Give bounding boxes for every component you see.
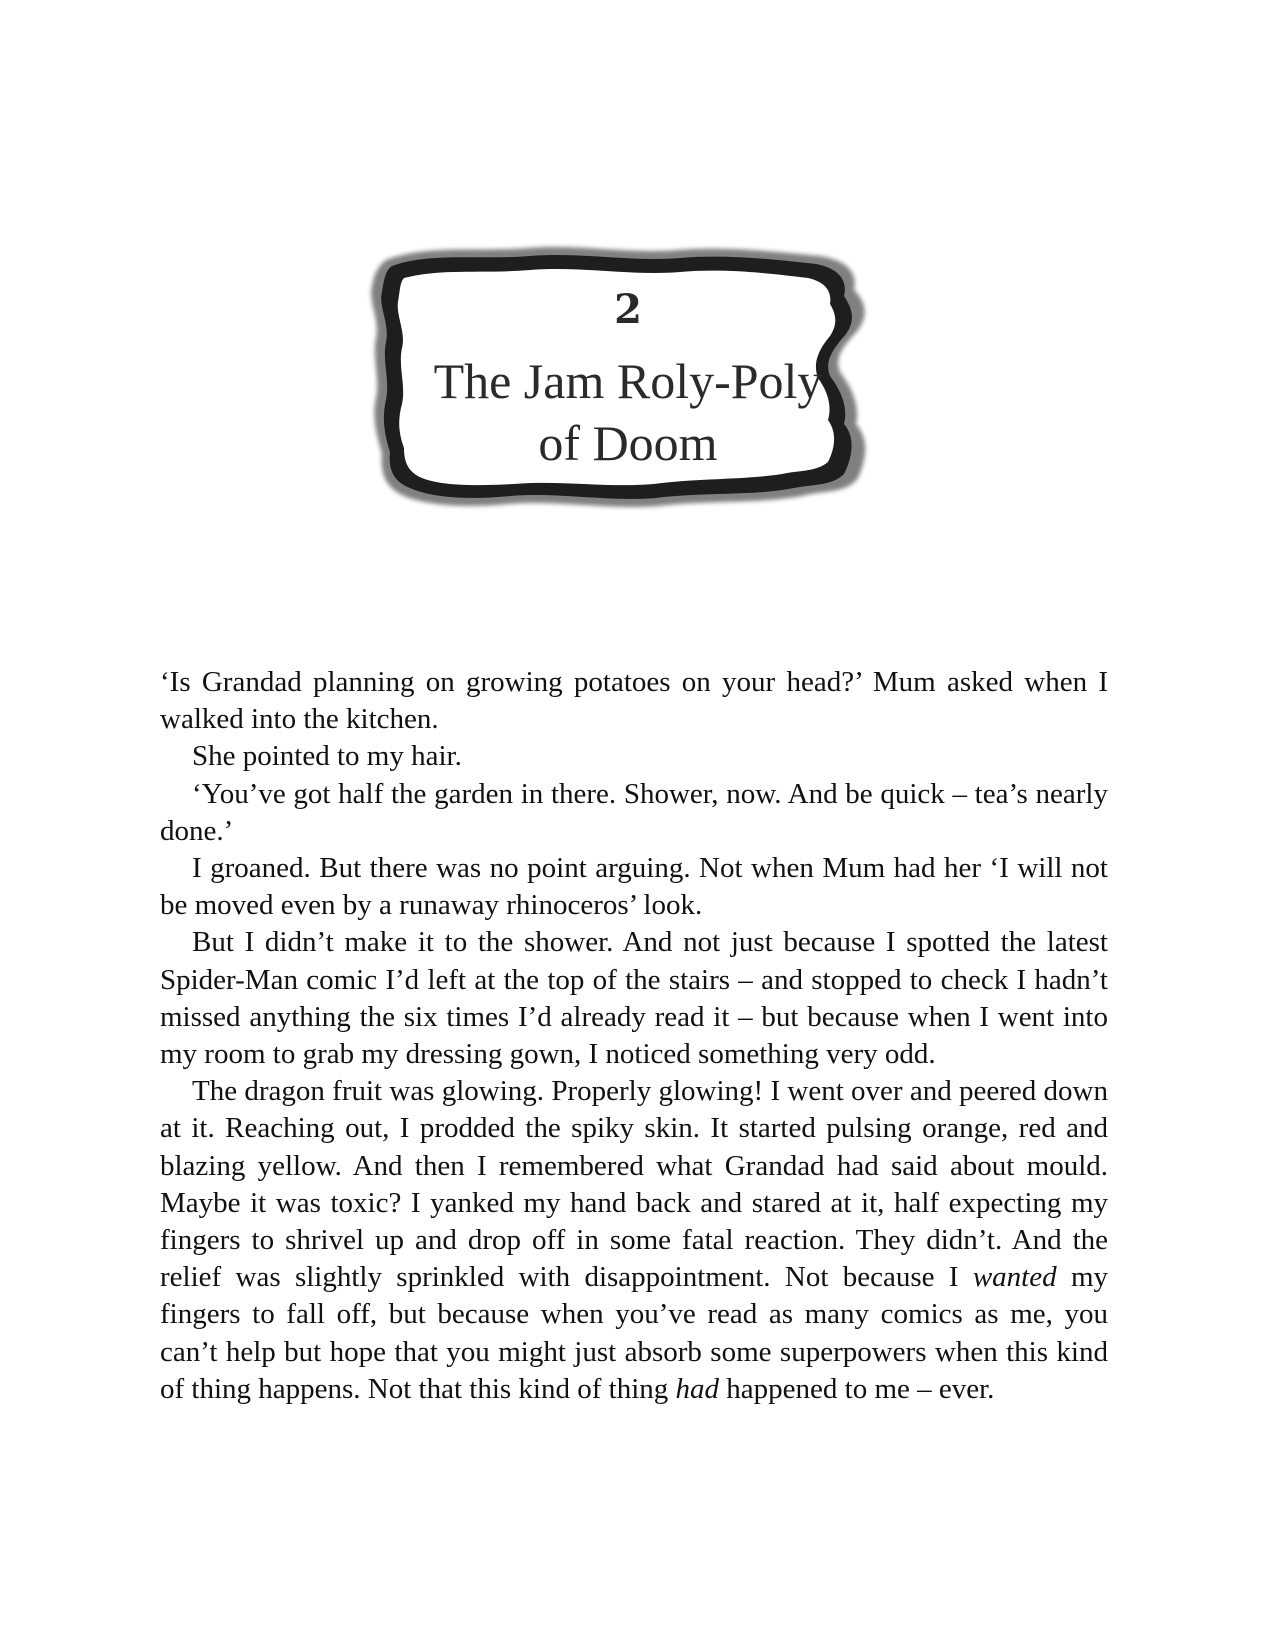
paragraph-2: She pointed to my hair. (192, 740, 462, 773)
chapter-title-line-2: of Doom (538, 415, 718, 471)
paragraph-6-emphasis-wanted: wanted (972, 1261, 1057, 1294)
chapter-number: 2 (614, 286, 642, 333)
paragraph-6 (160, 1073, 1108, 1408)
paragraph-1: ‘Is Grandad planning on growing potatoes on your head?’ Mum asked when I walked into the kitchen. (160, 666, 1108, 736)
paragraph-6-part-2: my fingers to fall off, but because when you’ve read as many comics as me, you can’t help but hope that you might just absorb some superpowers when this kind of thing happens. Not that this kind of thing (160, 1261, 1109, 1405)
chapter-title-line-1: The Jam Roly-Poly (433, 353, 823, 409)
chapter-body-text (160, 664, 1108, 1408)
paragraph-3: ‘You’ve got half the garden in there. Shower, now. And be quick – tea’s nearly done.’ (160, 777, 1108, 847)
paragraph-5: But I didn’t make it to the shower. And not just because I spotted the latest Spider-Man comic I’d left at the top of the stairs – and stopped to check I hadn’t missed anything the six times I’d already read it – but because when I went into my room to grab my dressing gown, I noticed something very odd. (160, 926, 1108, 1071)
chapter-title (358, 350, 898, 474)
chapter-heading-badge (358, 238, 898, 528)
paragraph-6-part-1: The dragon fruit was glowing. Properly glowing! I went over and peered down at it. Reaching out, I prodded the spiky skin. It started pulsing orange, red and blazing yellow. And then I remembered what Grandad had said about mould. Maybe it was toxic? I yanked my hand back and stared at it, half expecting my fingers to shrivel up and drop off in some fatal reaction. They didn’t. And the relief was slightly sprinkled with disappointment. Not because I (160, 1075, 1108, 1294)
paragraph-6-emphasis-had: had (675, 1372, 720, 1405)
paragraph-4: I groaned. But there was no point arguing. Not when Mum had her ‘I will not be moved even by a runaway rhinoceros’ look. (160, 852, 1108, 922)
paragraph-6-part-3: happened to me – ever. (719, 1372, 995, 1405)
